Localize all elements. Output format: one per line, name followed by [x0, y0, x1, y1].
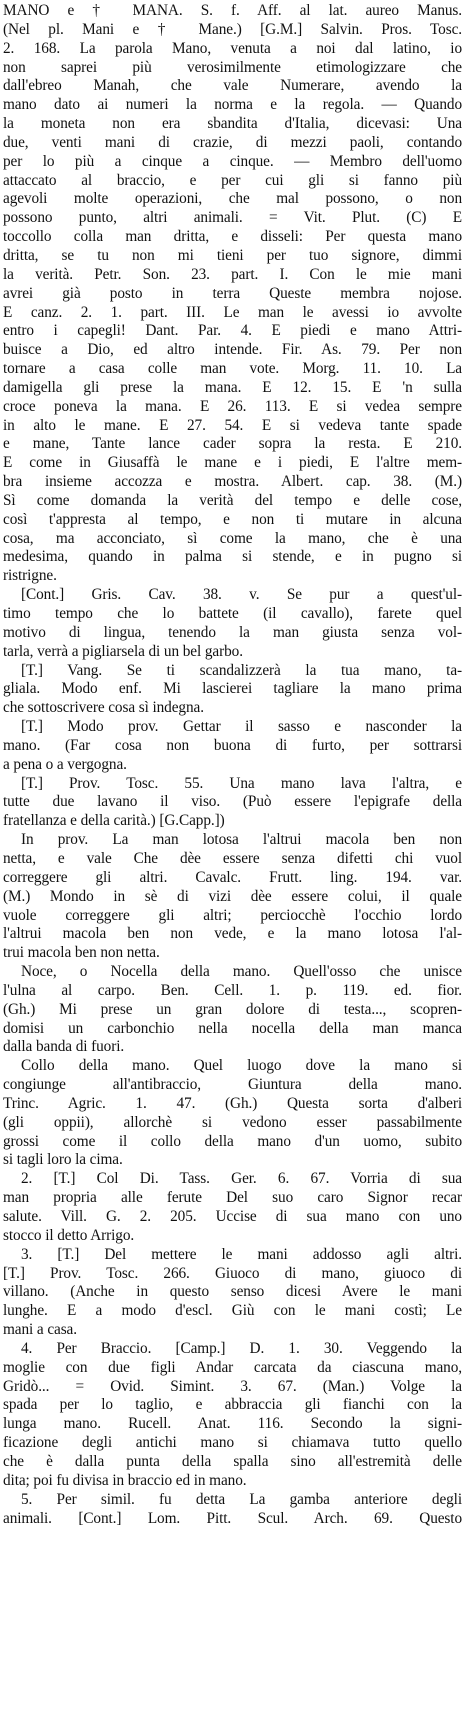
text-line: lunghe. E a modo d'escl. Giù con le mani costì; Le	[3, 1302, 462, 1320]
text-line: possono punto, altri animali. = Vit. Plut. (C) E	[3, 209, 462, 227]
text-line: dalla banda di fuori.	[3, 1038, 125, 1056]
text-line: mano dato ai numeri la norma e la regola. — Quando	[3, 96, 462, 114]
text-line: la moneta non era sbandita d'Italia, dicevasi: Una	[3, 115, 462, 133]
entry-paragraph	[3, 1340, 462, 1491]
text-line: che è dalla punta della spalla sino all'estremità delle	[3, 1452, 462, 1470]
entry-paragraph	[3, 1057, 462, 1170]
text-line: ristrigne.	[3, 567, 57, 585]
text-line: Trinc. Agric. 1. 47. (Gh.) Questa sorta d'alberi	[3, 1094, 462, 1112]
entry-paragraph	[3, 718, 462, 775]
text-line: toccollo colla man dritta, e disseli: Per questa mano	[3, 228, 462, 246]
text-line: gliala. Modo enf. Mi lascierei tagliare la mano prima	[3, 680, 462, 698]
text-line: a pena o a vergogna.	[3, 755, 127, 773]
text-line: netta, e vale Che dèe essere senza difetti chi vuol	[3, 849, 462, 867]
text-line: dita; poi fu divisa in braccio ed in mano.	[3, 1471, 247, 1489]
text-line: medesima, quando in palma si stende, e in pugno si	[3, 548, 462, 566]
text-line: tornare a casa colle man vote. Morg. 11. 10. La	[3, 360, 462, 378]
text-line: si tagli loro la cima.	[3, 1151, 123, 1169]
text-line: E canz. 2. 1. part. III. Le man le avessi io avvolte	[3, 303, 462, 321]
text-line: fratellanza e della carità.) [G.Capp.])	[3, 812, 225, 830]
entry-paragraph	[3, 586, 462, 661]
text-line: (Gh.) Mi prese un gran dolore di testa..., scopren-	[3, 1000, 462, 1018]
text-line: l'altrui macola ben non vede, e la mano lotosa l'al-	[3, 925, 462, 943]
dictionary-page	[3, 2, 462, 1528]
text-line: buisce a Dio, ed altro intende. Fir. As. 79. Per non	[3, 341, 462, 359]
text-line: ficazione degli antichi mano si chiamava tutto quello	[3, 1434, 462, 1452]
text-line: che sottoscrivere cosa sì indegna.	[3, 699, 204, 717]
text-line: 5. Per simil. fu detta La gamba anteriore degli	[21, 1490, 462, 1508]
text-line: croce poneva la mana. E 26. 113. E si vedea sempre	[3, 397, 462, 415]
text-line: mani a casa.	[3, 1321, 77, 1339]
text-line: damigella gli prese la mana. E 12. 15. E 'n sulla	[3, 378, 462, 396]
text-line: 4. Per Braccio. [Camp.] D. 1. 30. Veggendo la	[21, 1339, 462, 1357]
text-line: vuole correggere gli altri; percioсchè l'occhio lordo	[3, 906, 462, 924]
entry-paragraph	[3, 1246, 462, 1340]
text-line: tutte due lavano il viso. (Può essere l'epigrafe della	[3, 793, 462, 811]
text-line: Gridò... = Ovid. Simint. 3. 67. (Man.) Volge la	[3, 1377, 462, 1395]
text-line: domisi un carbonchio nella nocella della man manca	[3, 1019, 462, 1037]
text-line: mano. (Far cosa non buona di furto, per sottrarsi	[3, 736, 462, 754]
text-line: (gli oppii), allorchè si vedono esser passabilmente	[3, 1113, 462, 1131]
text-line: agevoli molte operazioni, che mal possono, o non	[3, 190, 462, 208]
text-line: [T.] Modo prov. Gettar il sasso e nasconder la	[21, 718, 462, 736]
text-line: villano. (Anche in questo senso dicesi Avere le mani	[3, 1283, 462, 1301]
entry-paragraph	[3, 1170, 462, 1245]
text-line: moglie con due figli Andar carcata da ciascuna mano,	[3, 1358, 462, 1376]
text-line: correggere gli altri. Cavalc. Frutt. ling. 194. var.	[3, 868, 462, 886]
entry-paragraph	[3, 662, 462, 719]
text-line: così t'appresta al tempo, e non ti mutare in alcuna	[3, 510, 462, 528]
text-line: man propria alle ferute Del suo caro Signor recar	[3, 1189, 462, 1207]
text-line: Noce, o Nocella della mano. Quell'osso che unisce	[21, 963, 462, 981]
text-line: bra insieme accozza e mostra. Albert. cap. 38. (M.)	[3, 473, 462, 491]
text-line: grossi come il collo della mano d'un uomo, subito	[3, 1132, 462, 1150]
text-line: [T.] Vang. Se ti scandalizzerà la tua mano, ta-	[21, 661, 462, 679]
text-line: in alto le mane. E 27. 54. E si vedeva tante spade	[3, 416, 462, 434]
text-line: 2. [T.] Col Di. Tass. Ger. 6. 67. Vorria di sua	[21, 1170, 462, 1188]
text-line: tarla, verrà a pigliarsela di un bel garbo.	[3, 642, 243, 660]
text-line: la verità. Petr. Son. 23. part. I. Con le mie mani	[3, 265, 462, 283]
text-line: l'ulna al carpo. Ben. Cell. 1. p. 119. ed. fior.	[3, 981, 462, 999]
text-line: non saprei più verosimilmente etimologizzare che	[3, 58, 462, 76]
entry-paragraph	[3, 963, 462, 1057]
text-line: 2. 168. La parola Mano, venuta a noi dal latino, io	[3, 39, 462, 57]
text-line: E come in Giusaffà le mane e i piedi, E l'altre mem-	[3, 454, 462, 472]
text-line: dall'ebreo Manah, che vale Numerare, avendo la	[3, 77, 462, 95]
entry-paragraph	[3, 2, 462, 586]
text-line: salute. Vill. G. 2. 205. Uccise di sua mano con uno	[3, 1208, 462, 1225]
text-line: Collo della mano. Quel luogo dove la mano si	[21, 1057, 462, 1075]
text-line: due, venti mani di crazie, di mezzi paoli, contando	[3, 133, 462, 151]
text-line: avrei già posto in terra Queste membra nojose.	[3, 284, 462, 302]
entry-paragraph	[3, 831, 462, 963]
text-line: congiunge all'antibraccio, Giuntura della mano.	[3, 1076, 462, 1094]
text-line: attaccato al braccio, e per cui gli si fanno più	[3, 171, 462, 189]
entry-paragraph	[3, 775, 462, 832]
text-line: e mane, Tante lance cader sopra la resta. E 210.	[3, 435, 462, 453]
text-line: [T.] Prov. Tosc. 55. Una mano lava l'altra, e	[21, 774, 462, 792]
text-line: spada per lo taglio, e abbraccia gli fianchi con la	[3, 1396, 462, 1414]
text-line: lunga mano. Rucell. Anat. 116. Secondo la signi-	[3, 1415, 462, 1433]
text-line: motivo di lingua, tenendo la man giusta senza vol-	[3, 623, 462, 641]
text-line: (Nel pl. Mani e † Mane.) [G.M.] Salvin. Pros. Tosc.	[3, 20, 462, 38]
text-line: MANO e † MANA. S. f. Aff. al lat. aureo Manus.	[3, 2, 462, 19]
text-line: animali. [Cont.] Lom. Pitt. Scul. Arch. 69. Questo	[3, 1509, 462, 1527]
text-line: per lo più a cinque a cinque. — Membro dell'uomo	[3, 152, 462, 170]
text-line: Sì come domanda la verità del tempo e delle cose,	[3, 491, 462, 509]
text-line: (M.) Mondo in sè di vizi dèe essere colui, il quale	[3, 887, 462, 905]
entry-paragraph	[3, 1491, 462, 1529]
text-line: dritta, se tu non mi tieni per tuo signore, dimmi	[3, 246, 462, 264]
text-line: In prov. La man lotosa l'altrui macola ben non	[21, 831, 462, 849]
text-line: [Cont.] Gris. Cav. 38. v. Se pur a quest'ul-	[21, 586, 462, 604]
text-line: stocco il detto Arrigo.	[3, 1226, 135, 1244]
text-line: entro i capegli! Dant. Par. 4. E piedi e mano Attri-	[3, 322, 462, 340]
text-line: trui macola ben non netta.	[3, 944, 160, 962]
text-line: cosa, ma acconciato, sì come la mano, che è una	[3, 529, 462, 547]
text-line: 3. [T.] Del mettere le mani addosso agli altri.	[21, 1245, 462, 1263]
text-line: timo tempo che lo battete (il cavallo), farete quel	[3, 605, 462, 622]
text-line: [T.] Prov. Tosc. 266. Giuoco di mano, giuoco di	[3, 1264, 462, 1282]
